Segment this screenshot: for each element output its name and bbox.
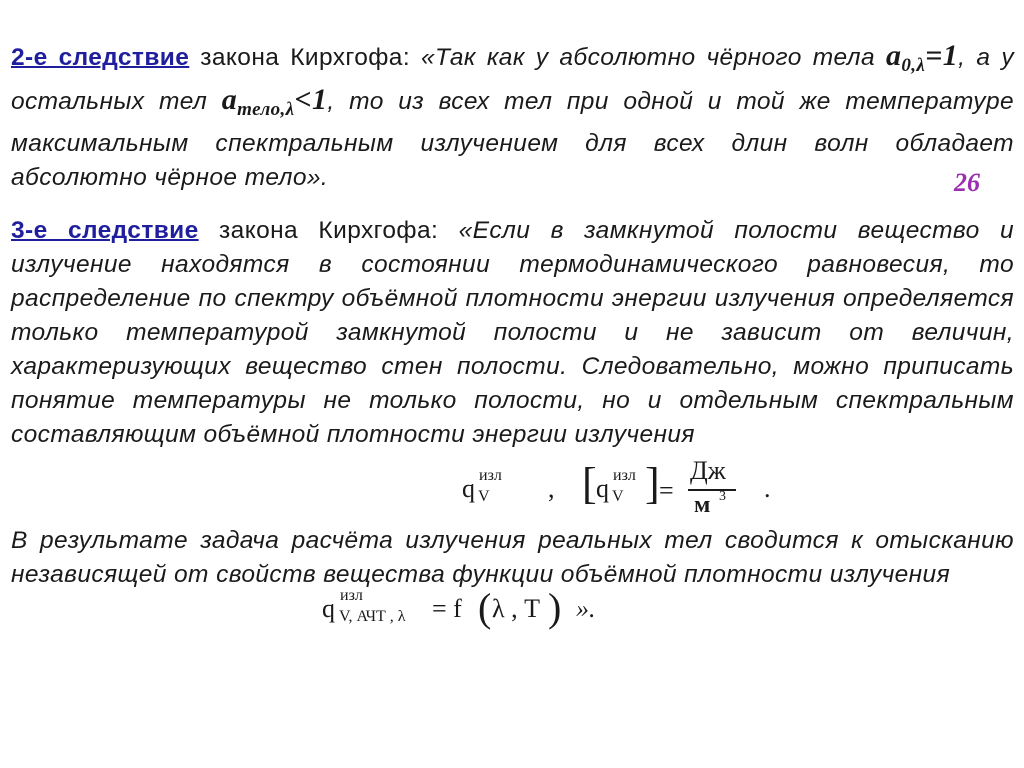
mid-text: , а у остальных тел — [11, 44, 1014, 115]
symbol-a0: $a_{0,\lambda}=1$ — [885, 39, 959, 76]
formula-function: q изл V, АЧТ , λ = f ( λ , T ) ». — [322, 585, 596, 630]
page-number: 26 — [954, 168, 980, 197]
paragraph-corollary-3 — [11, 214, 1014, 452]
quote-text: «Если в замкнутой полости вещество и излучение находятся в состоянии термодинамического равновесия, то распределение по спектру объёмной плотности энергии излучения определяется только температурой замкнутой полости и не зависит от величин, характеризующих вещество стен полости. Следовательно, можно приписать понятие температуры не только полости, но и отдельным спектральным составляющим объёмной плотности энергии излучения — [11, 217, 1014, 448]
symbol-a-body: $a_{тело,\lambda}<1$ — [221, 83, 328, 120]
rest-text: , то из всех тел при одной и той же температуре максимальным спектральным излучением для всех длин волн обладает абсолютно чёрное тело». — [11, 88, 1015, 191]
quote-open: «Так как у абсолютно чёрного тела — [421, 44, 875, 71]
paragraph-conclusion — [11, 524, 1014, 592]
heading-corollary-2: 2-е следствие — [11, 44, 190, 71]
formula-spectral-density: q изл V , [ q изл V ] = Дж м 3 . — [462, 456, 771, 518]
lead-text: закона Кирхгофа: — [198, 217, 459, 244]
paragraph-corollary-2 — [11, 39, 1014, 195]
heading-corollary-3: 3-е следствие — [11, 217, 199, 244]
lead-text: закона Кирхгофа: — [189, 44, 422, 71]
conclusion-text: В результате задача расчёта излучения реальных тел сводится к отысканию независящей от свойств вещества функции объёмной плотности излучения — [11, 527, 1014, 588]
